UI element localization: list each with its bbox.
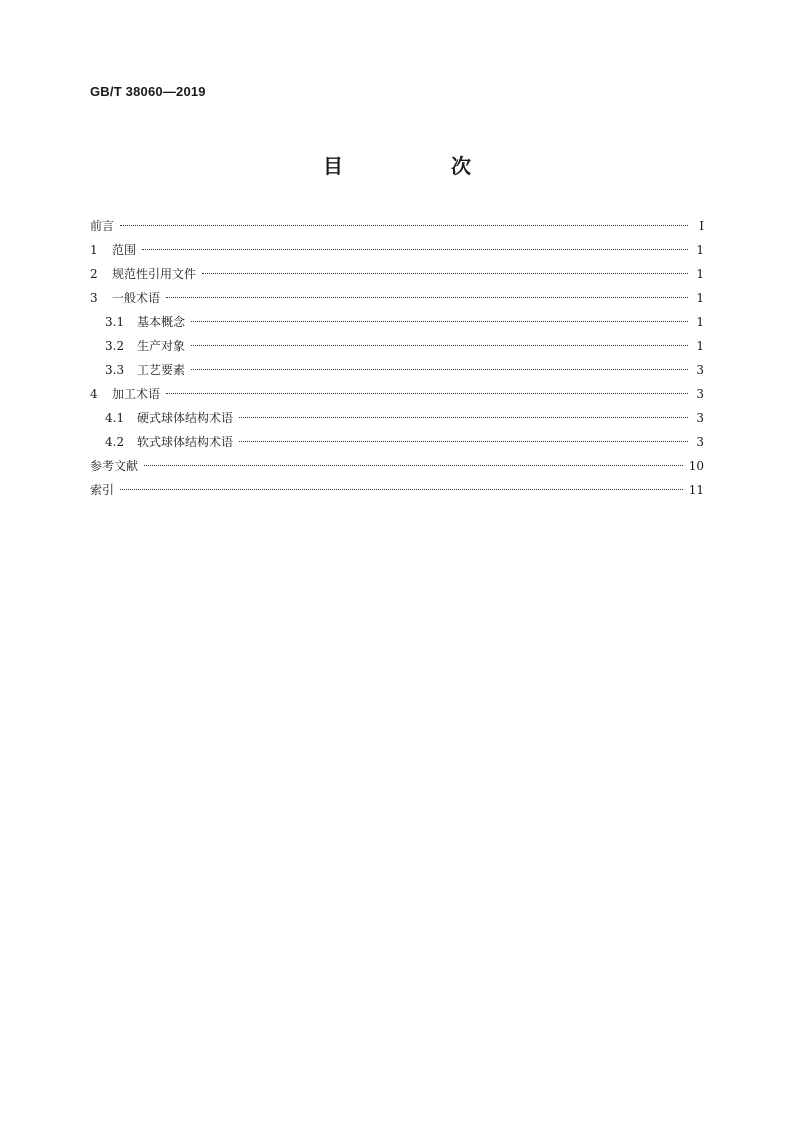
toc-entry-text xyxy=(105,358,185,382)
toc-entry-label: 生产对象 xyxy=(137,339,186,353)
toc-entry-label: 规范性引用文件 xyxy=(112,267,197,281)
toc-entry-label: 硬式球体结构术语 xyxy=(137,411,234,425)
toc-entry[interactable] xyxy=(90,262,704,286)
toc-entry-label: 工艺要素 xyxy=(137,363,186,377)
toc-entry[interactable] xyxy=(90,454,704,478)
toc-entry-label: 软式球体结构术语 xyxy=(137,435,234,449)
toc-entry-number: 3.2 xyxy=(105,339,125,353)
toc-page-number: Ⅰ xyxy=(699,219,704,233)
dot-leader xyxy=(120,225,688,226)
toc-entry[interactable] xyxy=(90,334,704,358)
toc-entry-text xyxy=(105,334,185,358)
dot-leader xyxy=(191,345,688,346)
toc-entry[interactable] xyxy=(90,382,704,406)
toc-entry[interactable] xyxy=(90,478,704,502)
table-of-contents xyxy=(90,214,704,502)
dot-leader xyxy=(144,465,683,466)
toc-entry-text xyxy=(90,286,160,310)
toc-page-number: 1 xyxy=(696,315,704,329)
toc-entry-label: 前言 xyxy=(90,219,115,233)
toc-entry-text xyxy=(105,310,185,334)
toc-entry-label: 基本概念 xyxy=(137,315,186,329)
dot-leader xyxy=(191,369,688,370)
toc-entry[interactable] xyxy=(90,286,704,310)
toc-entry[interactable] xyxy=(90,214,704,238)
dot-leader xyxy=(120,489,683,490)
toc-page-number: 1 xyxy=(696,267,704,281)
dot-leader xyxy=(239,417,688,418)
toc-entry[interactable] xyxy=(90,310,704,334)
toc-page-number: 3 xyxy=(696,411,704,425)
dot-leader xyxy=(202,273,688,274)
toc-entry-text xyxy=(90,382,160,406)
toc-page-number: 1 xyxy=(696,291,704,305)
toc-entry-label: 索引 xyxy=(90,483,115,497)
toc-page-number: 1 xyxy=(696,339,704,353)
dot-leader xyxy=(166,297,688,298)
dot-leader xyxy=(166,393,688,394)
toc-entry-number: 2 xyxy=(90,267,98,281)
toc-entry[interactable] xyxy=(90,406,704,430)
toc-entry-text xyxy=(90,478,114,502)
toc-entry-text xyxy=(90,238,136,262)
toc-page-number: 11 xyxy=(688,483,704,497)
toc-entry[interactable] xyxy=(90,358,704,382)
toc-page-number: 3 xyxy=(696,435,704,449)
dot-leader xyxy=(191,321,688,322)
toc-entry-number: 4.2 xyxy=(105,435,125,449)
toc-page-number: 3 xyxy=(696,387,704,401)
toc-page-number: 3 xyxy=(696,363,704,377)
toc-entry-number: 3 xyxy=(90,291,98,305)
toc-page-number: 10 xyxy=(688,459,704,473)
toc-entry-label: 加工术语 xyxy=(112,387,161,401)
toc-page-number: 1 xyxy=(696,243,704,257)
toc-entry-number: 3.1 xyxy=(105,315,125,329)
toc-entry-label: 参考文献 xyxy=(90,459,139,473)
toc-entry[interactable] xyxy=(90,430,704,454)
toc-entry[interactable] xyxy=(90,238,704,262)
dot-leader xyxy=(142,249,688,250)
dot-leader xyxy=(239,441,688,442)
toc-entry-text xyxy=(90,214,114,238)
toc-entry-text xyxy=(105,430,233,454)
toc-entry-number: 1 xyxy=(90,243,98,257)
toc-entry-text xyxy=(90,262,196,286)
toc-entry-text xyxy=(105,406,233,430)
toc-entry-number: 3.3 xyxy=(105,363,125,377)
toc-entry-number: 4.1 xyxy=(105,411,125,425)
toc-entry-text xyxy=(90,454,138,478)
page-title: 目 次 xyxy=(323,154,515,178)
toc-entry-label: 一般术语 xyxy=(112,291,161,305)
standard-number: GB/T 38060—2019 xyxy=(90,84,206,99)
toc-entry-number: 4 xyxy=(90,387,98,401)
toc-entry-label: 范围 xyxy=(112,243,137,257)
